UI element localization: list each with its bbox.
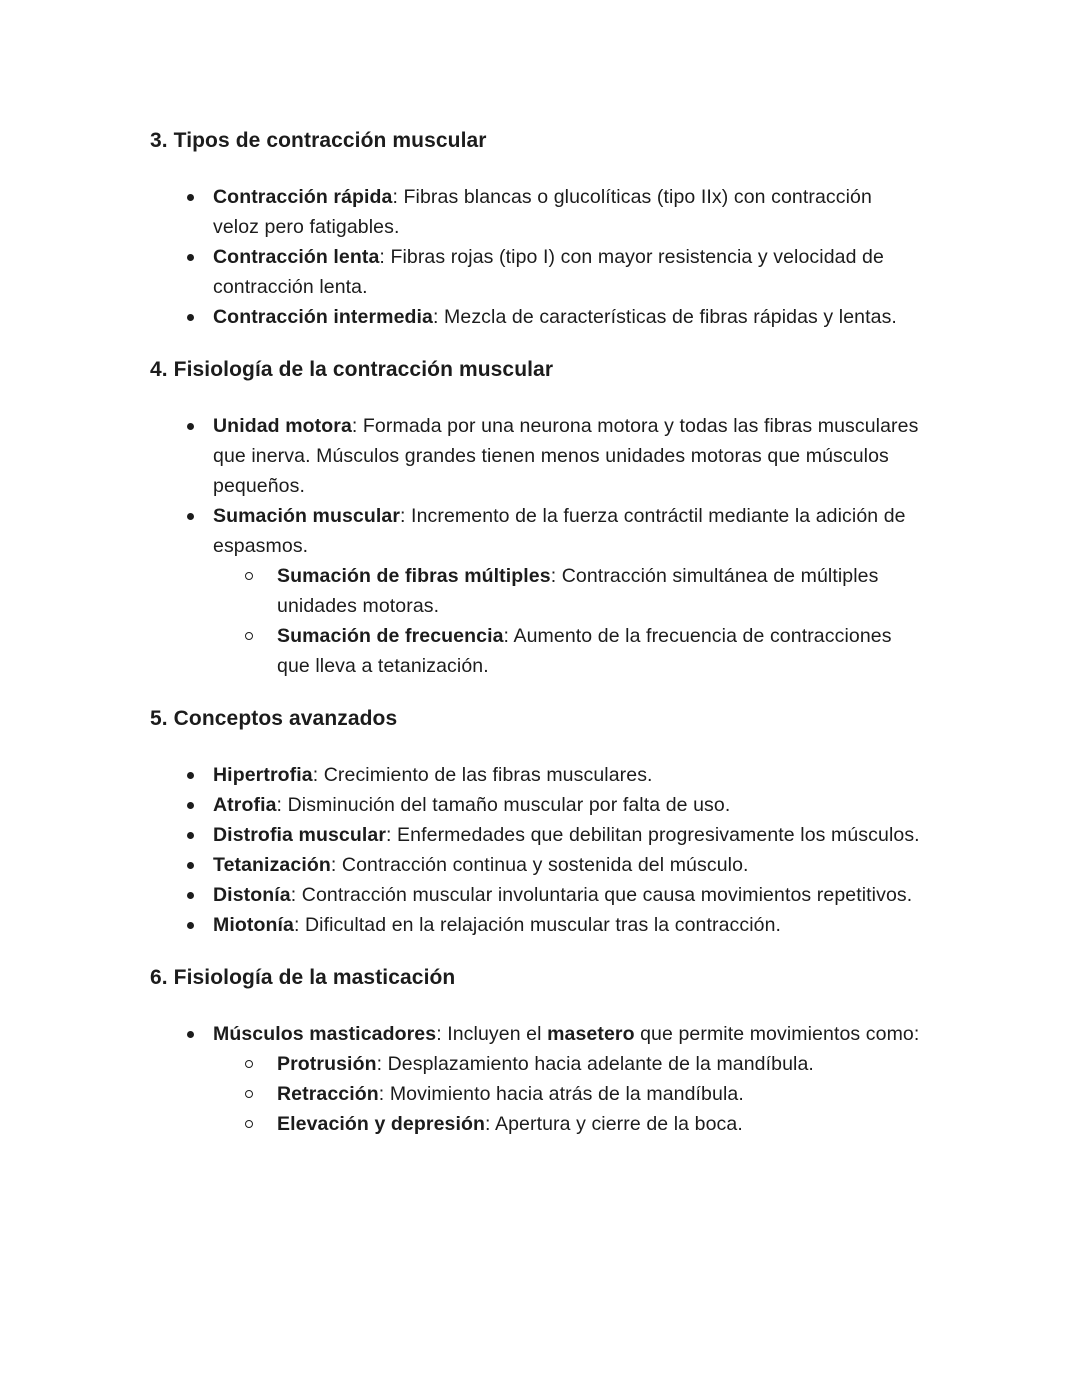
list-item: [150, 621, 920, 681]
bullet-list: [150, 760, 920, 940]
list-item-text: [277, 1083, 744, 1105]
list-item-text: [277, 1053, 814, 1075]
bullet-disc-icon: [187, 892, 194, 899]
list-item: [150, 760, 920, 790]
bullet-list: [150, 182, 920, 332]
term-bold: Contracción rápida: [213, 186, 393, 208]
term-description: : Incremento de la fuerza contráctil mediante la adición de espasmos.: [213, 505, 906, 557]
bullet-disc-icon: [187, 922, 194, 929]
bullet-disc-icon: [187, 194, 194, 201]
term-bold: Sumación muscular: [213, 505, 401, 527]
list-item: [150, 820, 920, 850]
section-heading: 4. Fisiología de la contracción muscular: [150, 358, 554, 381]
term-bold: Miotonía: [213, 914, 294, 936]
term-bold: masetero: [547, 1023, 635, 1045]
section-heading: 5. Conceptos avanzados: [150, 707, 398, 730]
list-item: [150, 411, 920, 501]
term-bold: Distonía: [213, 884, 291, 906]
section-heading: 6. Fisiología de la masticación: [150, 966, 456, 989]
bullet-disc-icon: [187, 1031, 194, 1038]
term-bold: Contracción intermedia: [213, 306, 433, 328]
term-description: : Aumento de la frecuencia de contracciones que lleva a tetanización.: [277, 625, 892, 677]
list-item-text: [213, 824, 920, 846]
term-description: : Fibras rojas (tipo I) con mayor resistencia y velocidad de contracción lenta.: [213, 246, 884, 298]
term-bold: Unidad motora: [213, 415, 352, 437]
term-description: : Fibras blancas o glucolíticas (tipo IIx) con contracción veloz pero fatigables.: [213, 186, 872, 238]
list-item-text: [213, 306, 897, 328]
bullet-disc-icon: [187, 862, 194, 869]
list-item: [150, 302, 920, 332]
list-item: [150, 242, 920, 302]
term-description: : Contracción muscular involuntaria que causa movimientos repetitivos.: [290, 884, 913, 906]
list-item: [150, 880, 920, 910]
list-item-text: [213, 914, 781, 936]
term-bold: Retracción: [277, 1083, 379, 1105]
bullet-disc-icon: [187, 802, 194, 809]
term-description: : Crecimiento de las fibras musculares.: [312, 764, 653, 786]
bullet-disc-icon: [187, 314, 194, 321]
bullet-disc-icon: [187, 254, 194, 261]
bullet-disc-icon: [187, 423, 194, 430]
term-description: : Desplazamiento hacia adelante de la mandíbula.: [376, 1053, 814, 1075]
list-item-text: [213, 764, 653, 786]
term-bold: Sumación de fibras múltiples: [277, 565, 551, 587]
list-item: [150, 561, 920, 621]
list-item: [150, 501, 920, 561]
list-item: [150, 790, 920, 820]
term-bold: Contracción lenta: [213, 246, 380, 268]
term-bold: Distrofia muscular: [213, 824, 387, 846]
term-bold: Sumación de frecuencia: [277, 625, 504, 647]
list-item: [150, 910, 920, 940]
term-bold: Músculos masticadores: [213, 1023, 437, 1045]
list-item-text: [213, 415, 918, 497]
list-item: [150, 1109, 920, 1139]
bullet-disc-icon: [187, 513, 194, 520]
list-item: [150, 182, 920, 242]
bullet-disc-icon: [187, 832, 194, 839]
bullet-list: [150, 411, 920, 681]
list-item-text: [277, 625, 892, 677]
list-item-text: [213, 505, 906, 557]
list-item-text: [213, 884, 912, 906]
term-description: : Contracción simultánea de múltiples unidades motoras.: [277, 565, 879, 617]
section-heading: 3. Tipos de contracción muscular: [150, 129, 487, 152]
term-bold: Tetanización: [213, 854, 331, 876]
term-description: : Formada por una neurona motora y todas las fibras musculares que inerva. Músculos grandes tienen menos unidades motoras que músculos pequeños.: [213, 415, 919, 497]
list-item: [150, 1079, 920, 1109]
list-item-text: [213, 854, 749, 876]
bullet-circle-icon: [245, 572, 253, 580]
bullet-circle-icon: [245, 1120, 253, 1128]
term-description: : Dificultad en la relajación muscular tras la contracción.: [293, 914, 782, 936]
term-description: : Disminución del tamaño muscular por falta de uso.: [276, 794, 731, 816]
term-description: : Incluyen el: [436, 1023, 548, 1045]
bullet-disc-icon: [187, 772, 194, 779]
term-bold: Elevación y depresión: [277, 1113, 486, 1135]
bullet-circle-icon: [245, 1060, 253, 1068]
term-description: : Apertura y cierre de la boca.: [485, 1113, 743, 1135]
term-bold: Atrofia: [213, 794, 277, 816]
list-item-text: [277, 1113, 743, 1135]
term-bold: Protrusión: [277, 1053, 377, 1075]
bullet-list: [150, 1019, 920, 1139]
list-item: [150, 850, 920, 880]
term-description: : Mezcla de características de fibras rápidas y lentas.: [433, 306, 897, 328]
document-content: [150, 128, 920, 1139]
list-item-text: [213, 1023, 919, 1045]
term-description: : Enfermedades que debilitan progresivamente los músculos.: [386, 824, 920, 846]
term-description: : Movimiento hacia atrás de la mandíbula.: [378, 1083, 744, 1105]
list-item: [150, 1019, 920, 1049]
list-item: [150, 1049, 920, 1079]
list-item-text: [213, 186, 872, 238]
bullet-circle-icon: [245, 1090, 253, 1098]
list-item-text: [213, 794, 730, 816]
list-item-text: [277, 565, 878, 617]
bullet-circle-icon: [245, 632, 253, 640]
term-description: que permite movimientos como:: [634, 1023, 920, 1045]
list-item-text: [213, 246, 884, 298]
term-bold: Hipertrofia: [213, 764, 313, 786]
term-description: : Contracción continua y sostenida del músculo.: [330, 854, 749, 876]
